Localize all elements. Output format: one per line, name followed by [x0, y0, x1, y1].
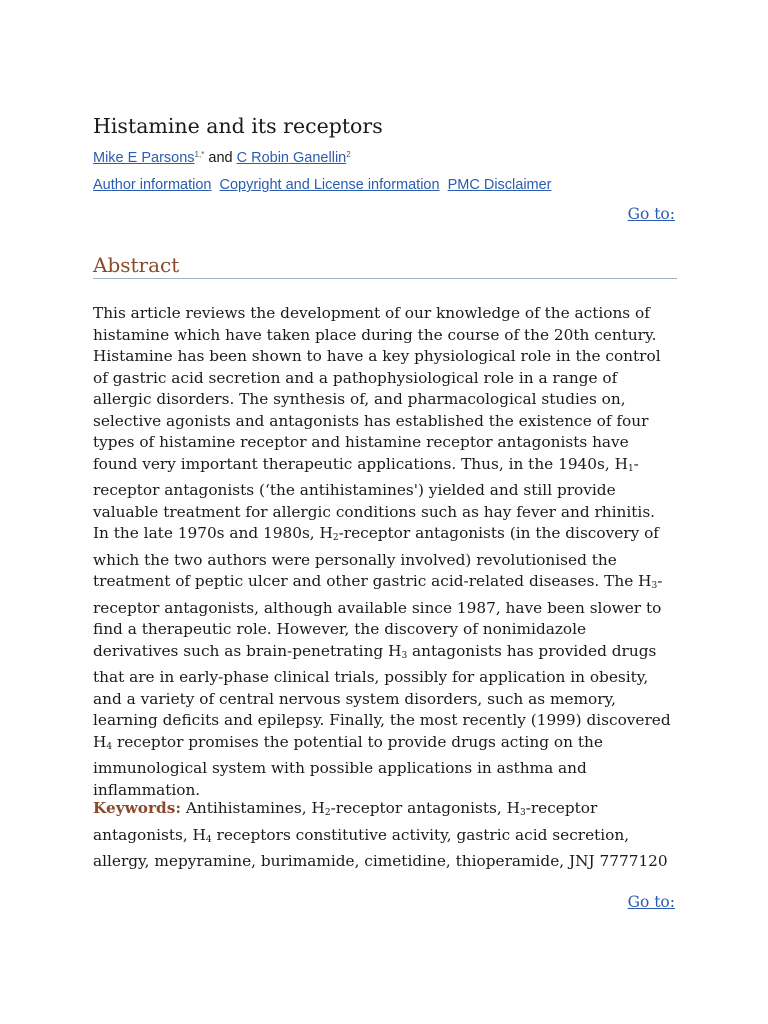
author-joiner: and	[208, 150, 233, 166]
abstract-text-segment: -receptor antagonists (in the discovery of which the two authors were personally involved) revolutionised the treatment of peptic ulcer and other gastric acid-related diseases. The H	[93, 524, 659, 590]
article-title: Histamine and its receptors	[93, 114, 383, 138]
subscript: 4	[205, 834, 212, 845]
keywords-segment: -receptor antagonists, H	[330, 799, 520, 817]
subscript: 3	[519, 808, 526, 818]
section-divider	[93, 278, 677, 279]
keywords-segment: Antihistamines, H	[180, 799, 325, 817]
subscript: 2	[324, 808, 331, 818]
article-info-links	[93, 177, 675, 193]
keywords-label: Keywords:	[93, 799, 181, 817]
pmc-disclaimer-link[interactable]: PMC Disclaimer	[447, 177, 552, 193]
author-link-ganellin[interactable]: C Robin Ganellin	[236, 150, 347, 166]
subscript: 3	[401, 650, 408, 661]
subscript: 1	[627, 463, 634, 474]
goto-link[interactable]: Go to:	[627, 205, 675, 223]
copyright-license-link[interactable]: Copyright and License information	[219, 177, 440, 193]
subscript: 2	[332, 533, 339, 543]
subscript: 4	[106, 741, 113, 752]
author-information-link[interactable]: Author information	[93, 177, 212, 193]
keywords-paragraph	[93, 798, 675, 873]
keywords-segment: -receptor antagonists, H	[93, 799, 598, 844]
author-affiliation-marker: 2	[346, 150, 351, 159]
subscript: 3	[651, 581, 658, 591]
abstract-heading: Abstract	[93, 253, 180, 277]
abstract-text	[93, 303, 675, 801]
author-affiliation-marker: 1,*	[194, 150, 205, 159]
author-list	[93, 150, 675, 166]
abstract-text-segment: This article reviews the development of our knowledge of the actions of histamine which have taken place during the course of the 20th century. Histamine has been shown to have a key physiological role in the control of gastric acid secretion and a pathophysiological role in a range of allergic disorders. The synthesis of, and pharmacological studies on, selective agonists and antagonists has established the existence of four types of histamine receptor and histamine receptor antagonists have found very important therapeutic applications. Thus, in the 1940s, H	[93, 304, 661, 473]
keywords-segment: receptors constitutive activity, gastric acid secretion, allergy, mepyramine, burimamide, cimetidine, thioperamide, JNJ 7777120	[93, 825, 668, 870]
abstract-text-segment: receptor promises the potential to provide drugs acting on the immunological system with possible applications in asthma and inflammation.	[93, 732, 603, 799]
abstract-text-segment: antagonists has provided drugs that are in early-phase clinical trials, possibly for application in obesity, and a variety of central nervous system disorders, such as memory, learning deficits and epilepsy. Finally, the most recently (1999) discovered H	[93, 641, 671, 751]
abstract-text-segment: -receptor antagonists, although available since 1987, have been slower to find a therapeutic role. However, the discovery of nonimidazole derivatives such as brain-penetrating H	[93, 572, 663, 660]
goto-link[interactable]: Go to:	[627, 893, 675, 911]
abstract-text-segment: -receptor antagonists (‘the antihistamines') yielded and still provide valuable treatment for allergic conditions such as hay fever and rhinitis. In the late 1970s and 1980s, H	[93, 454, 656, 542]
author-link-parsons[interactable]: Mike E Parsons	[93, 150, 195, 166]
